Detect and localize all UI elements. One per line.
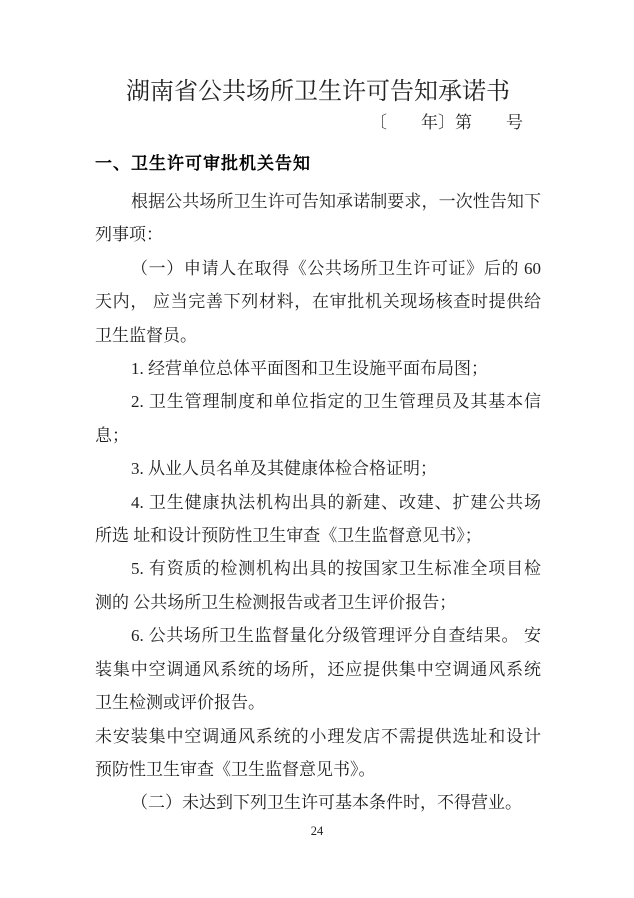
paragraph-line: 预防性卫生审查《卫生监督意见书》。 xyxy=(95,759,376,779)
paragraph-line: 列事项： xyxy=(95,225,163,245)
paragraph-line: 4. 卫生健康执法机构出具的新建、改建、扩建公共场 xyxy=(131,492,541,512)
document-content xyxy=(95,76,541,820)
paragraph xyxy=(95,452,541,485)
paragraph-line: （二）未达到下列卫生许可基本条件时，不得营业。 xyxy=(131,793,522,813)
paragraph-line: 2. 卫生管理制度和单位指定的卫生管理员及其基本信 xyxy=(131,392,541,412)
document-body xyxy=(95,185,541,820)
paragraph xyxy=(95,619,541,719)
paragraph-line: 装集中空调通风系统的场所，还应提供集中空调通风系统 xyxy=(95,659,541,679)
section-heading: 一、卫生许可审批机关告知 xyxy=(95,154,311,173)
paragraph-line: 6. 公共场所卫生监督量化分级管理评分自查结果。 安 xyxy=(131,626,541,646)
paragraph-line: 所选 址和设计预防性卫生审查《卫生监督意见书》； xyxy=(95,526,482,546)
paragraph-line: 测的 公共场所卫生检测报告或者卫生评价报告； xyxy=(95,592,457,612)
paragraph-line: 1. 经营单位总体平面图和卫生设施平面布局图； xyxy=(131,359,488,379)
paragraph-line: 根据公共场所卫生许可告知承诺制要求，一次性告知下 xyxy=(131,192,541,211)
paragraph-line: 3. 从业人员名单及其健康体检合格证明； xyxy=(131,459,437,479)
paragraph xyxy=(95,352,541,385)
document-title: 湖南省公共场所卫生许可告知承诺书 xyxy=(126,79,510,105)
issue-number-line: 〔 年〕第 号 xyxy=(370,113,523,132)
paragraph-line: 天内， 应当完善下列材料，在审批机关现场核查时提供给 xyxy=(95,292,541,312)
paragraph-line: 卫生检测或评价报告。 xyxy=(95,693,265,713)
paragraph xyxy=(95,385,541,452)
paragraph xyxy=(95,720,541,787)
paragraph xyxy=(95,486,541,553)
paragraph xyxy=(95,252,541,352)
paragraph-line: 卫生监督员。 xyxy=(95,325,197,345)
paragraph-line: （一）申请人在取得《公共场所卫生许可证》后的 60 xyxy=(131,258,541,278)
paragraph-line: 未安装集中空调通风系统的小理发店不需提供选址和设计 xyxy=(95,726,541,746)
paragraph xyxy=(95,786,541,819)
page-number: 24 xyxy=(310,824,324,838)
paragraph-line: 息； xyxy=(95,425,129,445)
paragraph-line: 5. 有资质的检测机构出具的按国家卫生标准全项目检 xyxy=(131,559,541,579)
paragraph xyxy=(95,552,541,619)
paragraph xyxy=(95,185,541,252)
